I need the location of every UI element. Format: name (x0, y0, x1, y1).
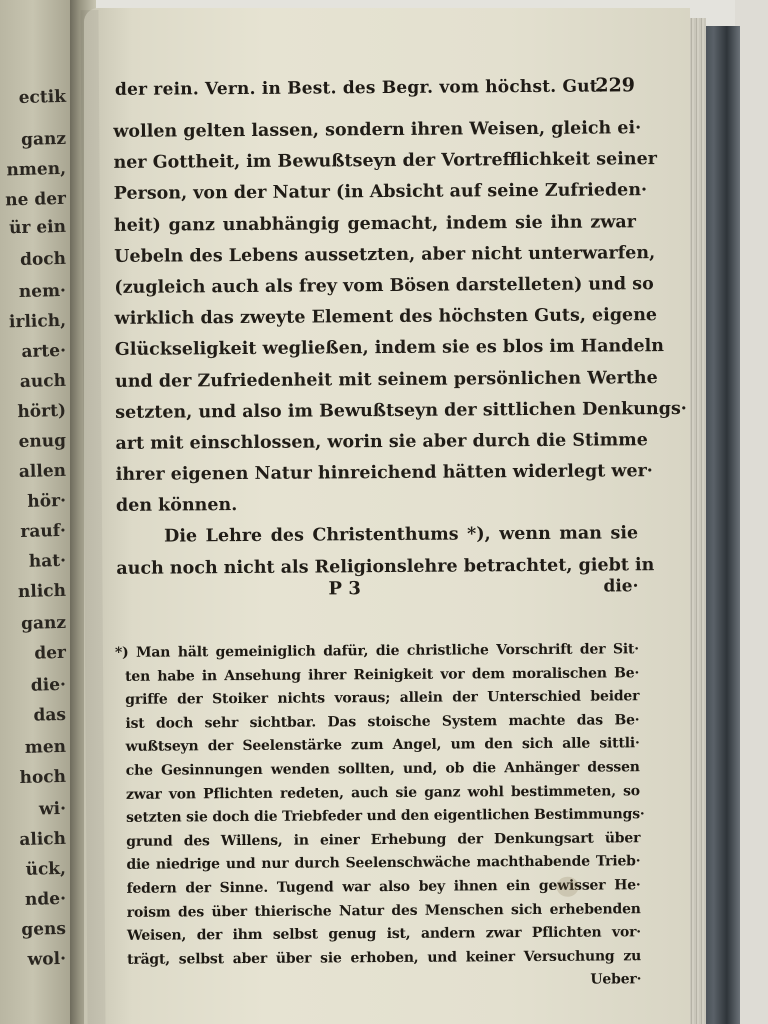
text-line: Uebeln des Lebens aussetzten, aber nicht unterwarfen, (114, 242, 656, 267)
text-line: heit) ganz unabhängig gemacht, indem sie ihn zwar (113, 211, 637, 236)
footnote-line: ist doch sehr sichtbar. Das stoische System machte das Be· (125, 712, 640, 732)
text-line: wirklich das zweyte Element des höchsten Guts, eigene (114, 305, 658, 330)
left-page-text-fragment: men (24, 736, 67, 758)
footnote-line: die niedrige und nur durch Seelenschwäche machthabende Trieb· (126, 853, 641, 874)
text-line: wollen gelten lassen, sondern ihren Weisen, gleich ei· (113, 118, 642, 142)
page-content (80, 6, 693, 1024)
left-page-text-fragment: hör· (27, 490, 67, 512)
running-head: der rein. Vern. in Best. des Begr. vom höchst. Gut. (114, 76, 605, 100)
left-page-text-fragment: arte· (21, 340, 67, 362)
signature-mark: P 3 (328, 578, 361, 600)
paper-shade (80, 10, 105, 1024)
left-page-text-fragment: ück, (25, 858, 67, 880)
left-page-text-fragment: ne der (4, 188, 67, 211)
text-line: Glückseligkeit wegließen, indem sie es blos im Handeln (114, 336, 665, 361)
left-page-text-fragment: irlich, (8, 310, 67, 333)
left-page-text-fragment: ganz (20, 612, 67, 634)
left-page-text-fragment: wi· (38, 798, 67, 820)
left-page-text-fragment: hoch (19, 766, 67, 789)
left-page-text-fragment: nmen, (6, 158, 67, 181)
text-line: ner Gottheit, im Bewußtseyn der Vortrefflichkeit seiner (113, 149, 657, 174)
text-line: und der Zufriedenheit mit seinem persönlichen Werthe (114, 367, 658, 392)
footnote-line: Weisen, der ihm selbst genug ist, andern zwar Pflichten vor· (126, 924, 641, 944)
left-page-text-fragment: enug (18, 430, 67, 453)
signature-row (116, 576, 638, 610)
left-page-text-fragment: ectik (18, 86, 67, 109)
footnote-block (114, 638, 645, 996)
left-page-text-fragment: nem· (18, 280, 67, 303)
text-line: Die Lehre des Christenthums *), wenn man sie (164, 523, 639, 547)
footnote-catchword: Ueber· (590, 971, 642, 988)
left-page-text-fragment: doch (19, 248, 67, 271)
paper-stain (557, 877, 579, 897)
left-page-text-fragment: der (34, 642, 67, 664)
left-page-text-fragment: hat· (28, 550, 67, 572)
left-page-text-fragment: ganz (20, 128, 67, 150)
footnote-line: zwar von Pflichten redeten, auch sie ganz wohl bestimmeten, so (125, 782, 640, 803)
left-page-text-fragment: ür ein (8, 216, 67, 239)
text-line: (zugleich auch als frey vom Bösen darstelleten) und so (114, 274, 654, 298)
text-line: art mit einschlossen, worin sie aber durch die Stimme (115, 430, 648, 454)
left-page-text-fragment: auch (19, 370, 67, 393)
left-page-text-fragment: gens (21, 918, 67, 940)
footnote-line: trägt, selbst aber über sie erhoben, und keiner Versuchung zu (127, 947, 642, 968)
right-page (84, 8, 690, 1024)
left-page-text-fragment: wol· (27, 948, 67, 970)
left-page-text-fragment: die· (30, 674, 67, 696)
left-page-text-fragment: nde· (24, 888, 67, 910)
left-page-text-fragment: allen (18, 460, 67, 483)
left-page-text-fragment: das (33, 704, 67, 726)
left-page-text-fragment: hört) (17, 400, 67, 423)
text-line: setzten, und also im Bewußtseyn der sittlichen Denkungs· (115, 398, 687, 423)
left-page-text-fragment: alich (19, 828, 67, 851)
page-header (115, 76, 635, 108)
catchword: die· (603, 576, 639, 597)
footnote-line: roism des über thierische Natur des Menschen sich erhebenden (126, 900, 641, 921)
main-text-block (113, 113, 687, 584)
footnote-line: wußtseyn der Seelenstärke zum Angel, um den sich alle sittli· (125, 735, 640, 756)
footnote-line: federn der Sinne. Tugend war also bey ihnen ein gewisser He· (126, 877, 641, 897)
left-page-text-fragment: nlich (17, 580, 67, 603)
footnote-line: grund des Willens, in einer Erhebung der Denkungsart über (126, 829, 641, 850)
text-line: auch noch nicht als Religionslehre betrachtet, giebt in (116, 554, 655, 579)
footnote-line: griffe der Stoiker nichts voraus; allein der Unterschied beider (125, 688, 640, 709)
page-number: 229 (595, 74, 636, 97)
text-line: ihrer eigenen Natur hinreichend hätten widerlegt wer· (115, 461, 653, 485)
left-page-text-fragment: rauf· (20, 520, 67, 543)
text-line: Person, von der Natur (in Absicht auf seine Zufrieden· (113, 180, 648, 205)
footnote-line: che Gesinnungen wenden sollten, und, ob die Anhänger dessen (125, 759, 640, 779)
footnote-line: *) Man hält gemeiniglich dafür, die christliche Vorschrift der Sit· (114, 641, 639, 661)
footnote-line: setzten sie doch die Triebfeder und den eigentlichen Bestimmungs· (126, 806, 645, 826)
text-line: den können. (115, 495, 238, 517)
footnote-line: ten habe in Ansehung ihrer Reinigkeit vor dem moralischen Be· (125, 664, 640, 685)
